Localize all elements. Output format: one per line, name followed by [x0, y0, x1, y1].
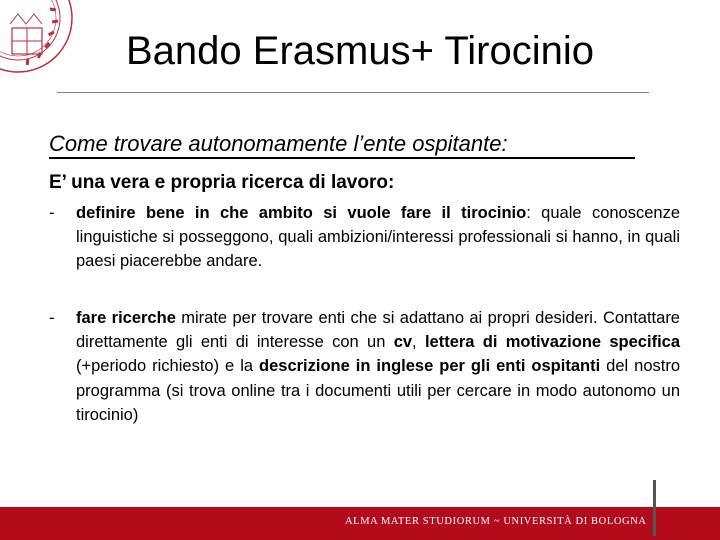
bullet-text	[76, 306, 680, 427]
title-divider	[57, 92, 649, 93]
bullet-text-part: (+periodo richiesto) e la	[76, 357, 260, 376]
bullet-item	[49, 201, 680, 273]
bullet-bold-text: cv	[393, 333, 413, 352]
footer-university-name: ALMA MATER STUDIORUM ~ UNIVERSITÀ DI BOLOGNA	[345, 516, 647, 527]
page-title: Bando Erasmus+ Tirocinio	[125, 29, 594, 73]
bullet-text-part: del nostro programma (si trova online tra i documenti utili per cercare in modo autonomo un tirocinio)	[76, 357, 681, 424]
bullet-text-part: : quale conoscenze linguistiche si posseggono, quali ambizioni/interessi professionali si hanno, in quali paesi piacerebbe andare.	[76, 204, 681, 270]
bullet-dash: -	[49, 204, 55, 222]
bullet-dash: -	[49, 309, 55, 327]
bullet-bold-text: descrizione in inglese per gli enti ospitanti	[259, 357, 601, 376]
subtitle-underline	[49, 157, 635, 159]
section-subtitle: Come trovare autonomamente l’ente ospitante:	[49, 131, 508, 156]
bullet-bold-text: lettera di motivazione specifica	[424, 333, 681, 352]
section-heading: E’ una vera e propria ricerca di lavoro:	[49, 172, 395, 193]
bullet-text	[76, 201, 680, 273]
bullet-item	[49, 306, 680, 427]
bullet-text-part: mirate per trovare enti che si adattano ai propri desideri. Contattare direttamente gli enti di interesse con un	[76, 309, 680, 352]
bullet-text-part: ,	[412, 333, 425, 352]
bullet-bold-text: definire bene in che ambito si vuole fare il tirocinio	[76, 204, 527, 222]
bullet-bold-text: fare ricerche	[76, 309, 176, 327]
footer-divider	[653, 480, 656, 536]
